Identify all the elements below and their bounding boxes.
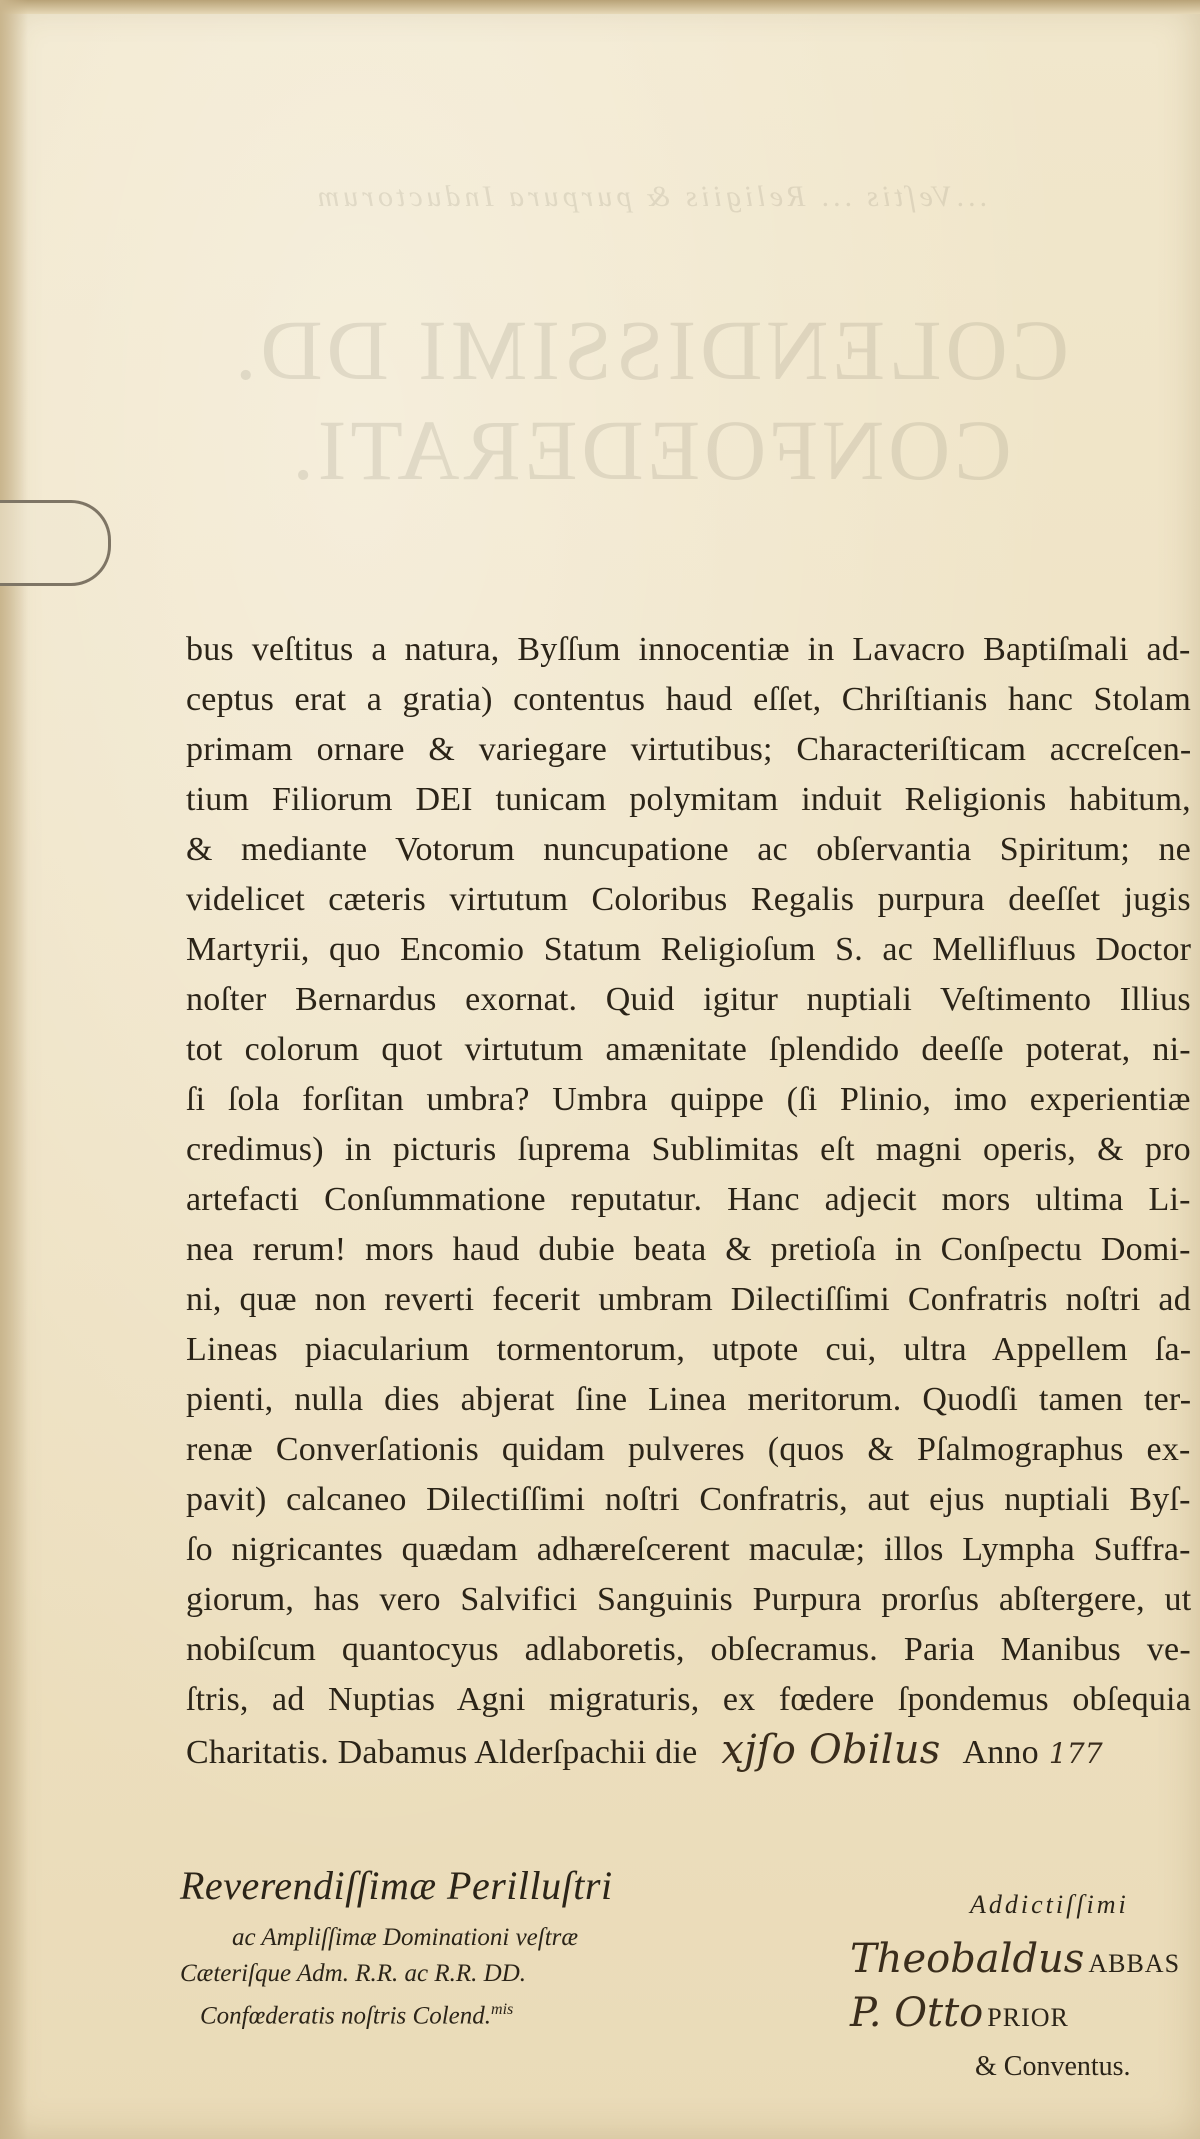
abbas-role: ABBAS bbox=[1088, 1949, 1181, 1978]
text-line: pienti, nulla dies abjerat ſine Linea meritorum. Quodſi tamen ter- bbox=[186, 1381, 1192, 1418]
text-line: ſtris, ad Nuptias Agni migraturis, ex fœdere ſpondemus obſequia bbox=[186, 1681, 1191, 1718]
closing-block bbox=[180, 1860, 820, 2034]
text-line: ſi ſola forſitan umbra? Umbra quippe (ſi Plinio, imo experientiæ bbox=[186, 1081, 1191, 1118]
text-line: nea rerum! mors haud dubie beata & pretioſa in Conſpectu Domi- bbox=[186, 1231, 1191, 1268]
text-line-content: Charitatis. Dabamus Alderſpachii die bbox=[186, 1734, 698, 1771]
text-line: tot colorum quot virtutum amænitate ſplendido deeſſe poterat, ni- bbox=[186, 1031, 1191, 1068]
addictissimi-line bbox=[840, 1878, 1200, 1932]
text-line: videlicet cæteris virtutum Coloribus Regalis purpura deeſſet jugis bbox=[186, 881, 1191, 918]
text-line: tium Filiorum DEI tunicam polymitam induit Religionis habitum, bbox=[186, 781, 1191, 818]
text-line: pavit) calcaneo Dilectiſſimi noſtri Confratris, aut ejus nuptiali Byſ- bbox=[186, 1481, 1191, 1518]
text-line: primam ornare & variegare virtutibus; Characteriſticam accreſcen- bbox=[186, 731, 1192, 768]
text-line: bus veſtitus a natura, Byſſum innocentiæ in Lavacro Baptiſmali ad- bbox=[186, 631, 1191, 668]
text-line: Martyrii, quo Encomio Statum Religioſum S. ac Mellifluus Doctor bbox=[186, 931, 1192, 968]
paper-top-edge bbox=[0, 0, 1200, 14]
closing-line: Cæteriſque Adm. R.R. ac R.R. DD. bbox=[180, 1960, 527, 1987]
bleed-through-text: ...Veſtis ... Religiis & purpura Inductorum bbox=[313, 180, 987, 213]
text-line: Lineas piacularium tormentorum, utpote cui, ultra Appellem ſa- bbox=[186, 1331, 1192, 1368]
text-line: & mediante Votorum nuncupatione ac obſervantia Spiritum; ne bbox=[186, 831, 1191, 868]
paper-left-edge bbox=[0, 0, 28, 2139]
closing-line-text: Confœderatis noſtris Colend. bbox=[200, 2002, 492, 2030]
closing-line bbox=[180, 1992, 820, 2034]
salutation: Reverendiſſimæ Perilluſtri bbox=[180, 1863, 613, 1908]
closing-superscript: mis bbox=[491, 2001, 514, 2018]
year-value: 177 bbox=[1048, 1737, 1103, 1770]
conventus-label: & Conventus. bbox=[975, 2051, 1131, 2082]
text-line: noſter Bernardus exornat. Quid igitur nuptiali Veſtimento Illius bbox=[186, 981, 1191, 1018]
handwritten-date: xjſo Obilus bbox=[721, 1727, 941, 1773]
text-line: nobiſcum quantocyus adlaboretis, obſecramus. Paria Manibus ve- bbox=[186, 1631, 1191, 1668]
prior-role: PRIOR bbox=[987, 2003, 1069, 2032]
closing-line: ac Ampliſſimæ Dominationi veſtræ bbox=[232, 1924, 579, 1951]
prior-line bbox=[840, 1986, 1200, 2040]
bleed-through-heading: COLENDISSIMI DD. bbox=[231, 302, 1069, 398]
text-line: renæ Converſationis quidam pulveres (quos & Pſalmographus ex- bbox=[186, 1431, 1191, 1468]
addictissimi-label: Addictiſſimi bbox=[970, 1890, 1129, 1919]
bleed-through-heading: CONFOEDERATI. bbox=[288, 402, 1012, 498]
abbas-signature: Theobaldus bbox=[850, 1936, 1085, 1982]
text-line: ſo nigricantes quædam adhæreſcerent maculæ; illos Lympha Suffra- bbox=[186, 1531, 1191, 1568]
binding-clip bbox=[0, 500, 111, 586]
text-line: giorum, has vero Salvifici Sanguinis Purpura prorſus abſtergere, ut bbox=[186, 1581, 1192, 1618]
text-line: artefacti Conſummatione reputatur. Hanc adjecit mors ultima Li- bbox=[186, 1181, 1191, 1218]
conventus-line bbox=[840, 2040, 1200, 2094]
anno-label: Anno bbox=[962, 1734, 1039, 1771]
signature-block bbox=[840, 1878, 1200, 2094]
text-line: ceptus erat a gratia) contentus haud eſſet, Chriſtianis hanc Stolam bbox=[186, 681, 1192, 718]
prior-signature: P. Otto bbox=[850, 1990, 984, 2036]
text-line: credimus) in picturis ſuprema Sublimitas eſt magni operis, & pro bbox=[186, 1131, 1191, 1168]
abbas-line bbox=[840, 1932, 1200, 1986]
text-line: ni, quæ non reverti fecerit umbram Dilectiſſimi Confratris noſtri ad bbox=[186, 1281, 1191, 1318]
body-text bbox=[186, 625, 1196, 1775]
text-line bbox=[186, 1725, 1196, 1775]
